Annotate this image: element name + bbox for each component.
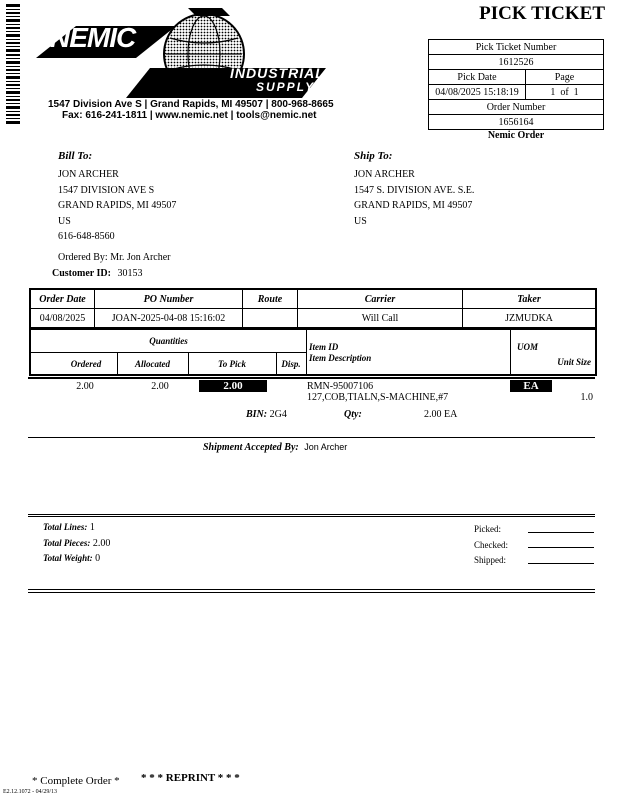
route-header: Route <box>243 289 298 309</box>
customer-id-label: Customer ID: <box>52 268 111 279</box>
order-type: Nemic Order <box>487 130 545 141</box>
to-pick-header: To Pick <box>218 359 246 369</box>
qty-label: Qty: <box>344 409 362 420</box>
ticket-number-label: Pick Ticket Number <box>429 40 604 55</box>
signoff <box>474 522 508 569</box>
item-allocated: 2.00 <box>151 381 169 392</box>
divider <box>28 516 595 517</box>
checked-signature-line[interactable] <box>528 547 594 548</box>
total-lines <box>43 520 110 536</box>
unit-size-header: Unit Size <box>557 357 591 367</box>
page-number: 1 of 1 <box>526 85 604 100</box>
order-date-header: Order Date <box>30 289 95 309</box>
bill-to-line: JON ARCHER <box>58 169 119 180</box>
shipment-accepted-value: Jon Archer <box>304 442 348 452</box>
bill-to-line: GRAND RAPIDS, MI 49507 <box>58 200 177 211</box>
divider <box>28 589 595 590</box>
page-title: PICK TICKET <box>479 3 605 24</box>
logo-sub-industrial: INDUSTRIAL <box>230 65 325 81</box>
carrier-header: Carrier <box>298 289 463 309</box>
total-pieces-label: Total Pieces: <box>43 537 91 548</box>
shipment-accepted-label: Shipment Accepted By: <box>203 442 299 453</box>
divider <box>28 592 595 593</box>
order-number-label: Order Number <box>429 100 604 115</box>
bill-to-line: 1547 DIVISION AVE S <box>58 184 155 196</box>
pick-date: 04/08/2025 15:18:19 <box>429 85 526 100</box>
page-label: Page <box>526 70 604 85</box>
ordered-header: Ordered <box>70 359 102 369</box>
item-to-pick: 2.00 <box>199 380 267 392</box>
po-number: JOAN-2025-04-08 15:16:02 <box>95 309 243 329</box>
customer-id-value: 30153 <box>117 268 143 279</box>
bill-to-address <box>58 167 176 245</box>
qty-value: 2.00 EA <box>424 409 458 420</box>
order-date: 04/08/2025 <box>30 309 95 329</box>
uom-header: UOM <box>517 342 539 352</box>
shipment-accepted <box>203 442 347 453</box>
shipped-signature-line[interactable] <box>528 563 594 564</box>
total-pieces <box>43 536 110 552</box>
taker: JZMUDKA <box>463 309 597 329</box>
item-ordered: 2.00 <box>76 381 94 392</box>
complete-order-note: * Complete Order * <box>32 775 120 787</box>
reprint-banner: * * * REPRINT * * * <box>141 772 240 784</box>
total-pieces-value: 2.00 <box>92 537 111 549</box>
order-number: 1656164 <box>429 115 604 130</box>
bin-location <box>246 409 287 420</box>
bin-value: 2G4 <box>269 409 287 420</box>
order-info-table <box>29 288 597 329</box>
barcode <box>6 4 20 124</box>
total-weight-label: Total Weight: <box>43 553 93 563</box>
ship-to-address <box>354 167 474 229</box>
checked-label: Checked: <box>474 539 508 550</box>
total-lines-label: Total Lines: <box>43 522 88 532</box>
pick-date-label: Pick Date <box>429 70 526 85</box>
route <box>243 309 298 329</box>
ship-to-line: US <box>354 215 367 227</box>
shipped-label: Shipped: <box>474 555 507 565</box>
quantities-header: Quantities <box>149 336 188 346</box>
item-header-box <box>29 328 597 376</box>
allocated-header: Allocated <box>135 359 170 369</box>
item-id: RMN-95007106 <box>307 381 374 392</box>
ticket-info-box <box>428 39 604 130</box>
divider <box>28 437 595 438</box>
ship-to-line: 1547 S. DIVISION AVE. S.E. <box>354 184 475 196</box>
taker-header: Taker <box>463 289 597 309</box>
bin-label: BIN: <box>246 409 268 420</box>
picked-label: Picked: <box>474 524 501 534</box>
customer-id <box>52 268 142 279</box>
total-lines-value: 1 <box>89 522 95 533</box>
item-uom: EA <box>510 380 552 392</box>
company-address: 1547 Division Ave S | Grand Rapids, MI 49507 | 800-968-8665 <box>48 99 334 110</box>
picked-signature-line[interactable] <box>528 532 594 533</box>
company-contact: Fax: 616-241-1811 | www.nemic.net | tools@nemic.net <box>62 110 317 121</box>
disp-header: Disp. <box>281 359 301 369</box>
item-unit-size: 1.0 <box>580 392 593 403</box>
divider <box>28 377 595 379</box>
divider <box>28 514 595 515</box>
bill-to-line: US <box>58 215 71 227</box>
total-weight-value: 0 <box>95 553 101 564</box>
ship-to-line: GRAND RAPIDS, MI 49507 <box>354 200 473 211</box>
ship-to-label: Ship To: <box>354 150 393 162</box>
bill-to-line: 616-648-8560 <box>58 231 115 242</box>
logo-name: NEMIC <box>50 22 136 53</box>
ticket-number: 1612526 <box>429 55 604 70</box>
item-description-header: Item Description <box>309 353 372 363</box>
item-description: 127,COB,TIALN,S-MACHINE,#7 <box>307 392 449 403</box>
totals <box>43 520 110 567</box>
ship-to-line: JON ARCHER <box>354 169 415 180</box>
version-note: E2.12.1072 - 04/29/13 <box>3 789 57 795</box>
po-number-header: PO Number <box>95 289 243 309</box>
logo-sub-supply: SUPPLY <box>256 80 316 94</box>
ordered-by: Ordered By: Mr. Jon Archer <box>58 252 171 263</box>
item-id-header: Item ID <box>309 342 339 352</box>
total-weight <box>43 551 110 567</box>
carrier: Will Call <box>298 309 463 329</box>
bill-to-label: Bill To: <box>58 150 93 162</box>
